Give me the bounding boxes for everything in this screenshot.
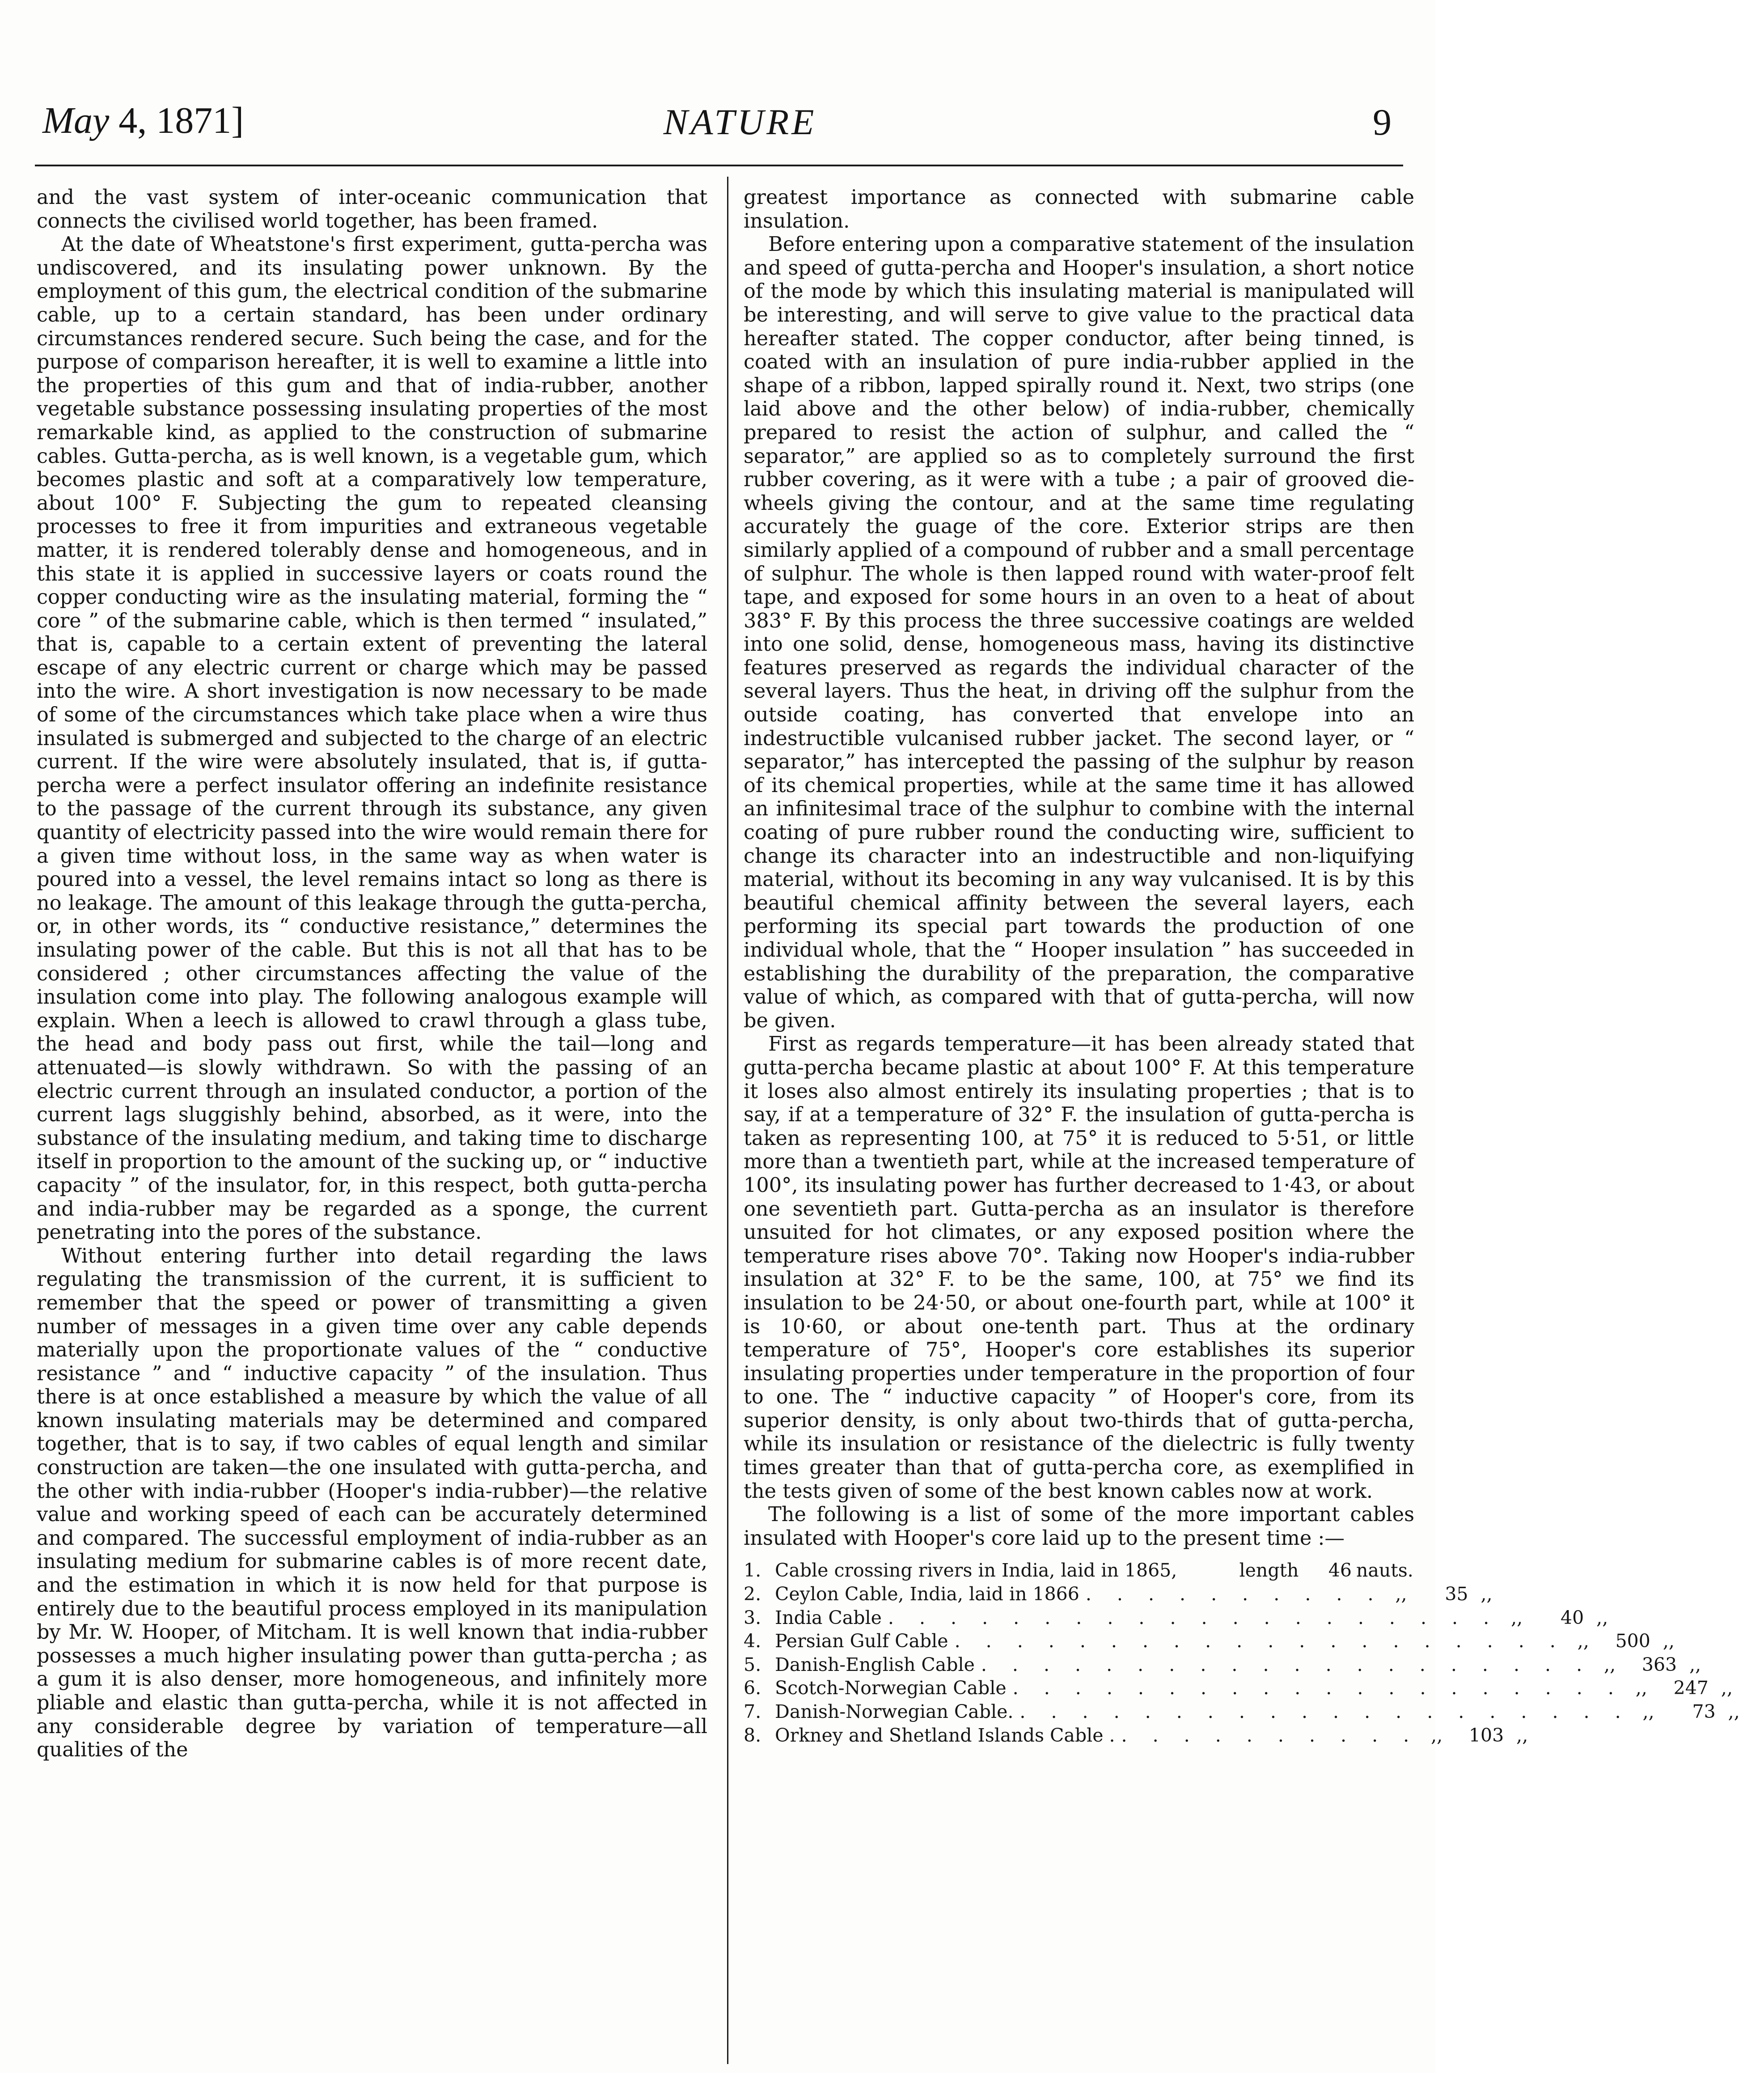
paragraph: greatest importance as connected with submarine cable insulation. [744, 186, 1414, 233]
cable-name: Danish-Norwegian Cable. [775, 1701, 1014, 1722]
cable-unit: nauts. [1356, 1560, 1413, 1581]
cable-length: 103 [1468, 1724, 1504, 1746]
issue-date-rest: 4, 1871] [109, 100, 244, 141]
cable-list-item [744, 1582, 1493, 1606]
paragraph: Without entering further into detail regarding the laws regulating the transmission of the current, it is sufficient to remember that the speed or power of transmitting a given number of messages in a given time over any cable depends materially upon the proportionate values of the “ conductive resistance ” and “ inductive capacity ” of the insulation. Thus there is at once established a measure by which the value of all known insulating materials may be determined and compared together, that is to say, if two cables of equal length and similar construction are taken—the one insulated with gutta-percha, and the other with india-rubber (Hooper's india-rubber)—the relative value and working speed of each can be accurately determined and compared. The successful employment of india-rubber as an insulating medium for submarine cables is of more recent date, and the estimation in which it is now held for that purpose is entirely due to the beautiful process employed in its manipulation by Mr. W. Hooper, of Mitcham. It is well known that india-rubber possesses a much higher insulating power than gutta-percha ; as a gum it is also denser, more homogeneous, and infinitely more pliable and elastic than gutta-percha, while it is not affected in any considerable degree by variation of temperature—all qualities of the [37, 1244, 707, 1762]
cable-list-item [744, 1559, 1414, 1582]
cable-length: 40 [1560, 1607, 1584, 1628]
cable-length: 363 [1641, 1653, 1677, 1675]
issue-date [42, 102, 244, 140]
ditto-mark: ,, [1642, 1701, 1654, 1722]
cable-number: 6. [744, 1677, 761, 1699]
cable-number: 2. [744, 1583, 761, 1605]
page-header [0, 0, 1435, 170]
leader-dots: . . . . . . . . . . . . . . . . . . . . [1012, 1677, 1624, 1699]
cable-list-item [744, 1653, 1701, 1677]
paragraph: First as regards temperature—it has been already stated that gutta-percha became plastic at about 100° F. At this temperature it loses also almost entirely its insulating properties ; that is to say, if at a temperature of 32° F. the insulation of gutta-percha is taken as representing 100, at 75° it is reduced to 5·51, or little more than a twentieth part, while at the increased temperature of 100°, its insulating power has further decreased to 1·43, or about one seventieth part. Gutta-percha as an insulator is therefore unsuited for hot climates, or any exposed position where the temperature rises above 70°. Taking now Hooper's india-rubber insulation at 32° F. to be the same, 100, at 75° we find its insulation to be 24·50, or about one-fourth part, while at 100° it is 10·60, or about one-tenth part. Thus at the ordinary temperature of 75°, Hooper's core establishes its superior insulating properties under temperature in the proportion of four to one. The “ inductive capacity ” of Hooper's core, from its superior density, is only about two-thirds that of gutta-percha, while its insulation or resistance of the dielectric is fully twenty times greater than that of gutta-percha core, as exemplified in the tests given of some of the best known cables now at work. [744, 1032, 1414, 1503]
cable-number: 3. [744, 1607, 761, 1628]
header-rule [35, 165, 1403, 166]
leader-dots: . . . . . . . . . . . . . . . . . . . . [888, 1607, 1499, 1628]
column-divider [727, 177, 728, 2064]
ditto-mark: ,, [1511, 1607, 1523, 1628]
issue-date-month: May [42, 100, 110, 141]
cable-list [744, 1559, 1740, 1747]
ditto-mark: ,, [1604, 1653, 1616, 1675]
cable-length: 500 [1615, 1630, 1650, 1652]
journal-title: NATURE [663, 102, 817, 142]
leader-dots: . . . . . . . . . . . . . . . . . . . . [981, 1653, 1592, 1675]
left-column [37, 186, 707, 2064]
paragraph: Before entering upon a comparative statement of the insulation and speed of gutta-percha and Hooper's insulation, a short notice of the mode by which this insulating material is manipulated will be interesting, and will serve to give value to the practical data hereafter stated. The copper conductor, after being tinned, is coated with an insulation of pure india-rubber applied in the shape of a ribbon, lapped spirally round it. Next, two strips (one laid above and the other below) of india-rubber, chemically prepared to resist the action of sulphur, and called the “ separator,” are applied so as to completely surround the first rubber covering, as it were with a tube ; a pair of grooved die-wheels giving the contour, and at the same time regulating accurately the guage of the core. Exterior strips are then similarly applied of a compound of rubber and a small percentage of sulphur. The whole is then lapped round with water-proof felt tape, and exposed for some hours in an oven to a heat of about 383° F. By this process the three successive coatings are welded into one solid, dense, homogeneous mass, having its distinctive features preserved as regards the individual character of the several layers. Thus the heat, in driving off the sulphur from the outside coating, has converted that envelope into an indestructible vulcanised rubber jacket. The second layer, or “ separator,” has intercepted the passing of the sulphur by reason of its chemical properties, while at the same time it has allowed an infinitesimal trace of the sulphur to combine with the internal coating of pure rubber round the conducting wire, sufficient to change its character into an indestructible and non-liquifying material, without its becoming in any way vulcanised. It is by this beautiful chemical affinity between the several layers, each performing its special part towards the production of one individual whole, that the “ Hooper insulation ” has succeeded in establishing the durability of the preparation, the comparative value of which, as compared with that of gutta-percha, will now be given. [744, 233, 1414, 1032]
cable-unit: ,, [1721, 1677, 1733, 1699]
cable-unit: ,, [1596, 1607, 1608, 1628]
cable-name: Cable crossing rivers in India, laid in 1865, [775, 1560, 1177, 1581]
cable-unit: ,, [1728, 1701, 1740, 1722]
paragraph: and the vast system of inter-oceanic communication that connects the civilised world together, has been framed. [37, 186, 707, 233]
cable-name: Orkney and Shetland Islands Cable . [775, 1724, 1115, 1746]
page-number: 9 [1373, 102, 1392, 143]
cable-length-label: length [1239, 1560, 1299, 1581]
cable-list-item [744, 1606, 1608, 1630]
cable-name: India Cable [775, 1607, 882, 1628]
cable-number: 5. [744, 1653, 761, 1675]
leader-dots: . . . . . . . . . . . . . . . . . . . . [954, 1630, 1565, 1652]
ditto-mark: ,, [1395, 1583, 1407, 1605]
ditto-mark: ,, [1635, 1677, 1647, 1699]
cable-list-item [744, 1700, 1740, 1724]
ditto-mark: ,, [1577, 1630, 1589, 1652]
cable-name: Ceylon Cable, India, laid in 1866 [775, 1583, 1079, 1605]
cable-unit: ,, [1662, 1630, 1675, 1652]
right-column [744, 186, 1740, 2064]
cable-length: 247 [1673, 1677, 1709, 1699]
paragraph: The following is a list of some of the more important cables insulated with Hooper's core laid up to the present time :— [744, 1503, 1414, 1550]
ditto-mark: ,, [1431, 1724, 1443, 1746]
cable-length: 73 [1692, 1701, 1716, 1722]
cable-number: 8. [744, 1724, 761, 1746]
cable-unit: ,, [1516, 1724, 1528, 1746]
leader-dots: . . . . . . . . . . . . . . . . . . . . [1019, 1701, 1631, 1722]
cable-list-item [744, 1724, 1528, 1747]
cable-name: Persian Gulf Cable [775, 1630, 948, 1652]
leader-dots: . . . . . . . . . . [1121, 1724, 1419, 1746]
cable-number: 4. [744, 1630, 761, 1652]
cable-list-item [744, 1676, 1733, 1700]
paragraph: At the date of Wheatstone's first experiment, gutta-percha was undiscovered, and its insulating power unknown. By the employment of this gum, the electrical condition of the submarine cable, up to a certain standard, has been under ordinary circumstances rendered secure. Such being the case, and for the purpose of comparison hereafter, it is well to examine a little into the properties of this gum and that of india-rubber, another vegetable substance possessing insulating properties of the most remarkable kind, as applied to the construction of submarine cables. Gutta-percha, as is well known, is a vegetable gum, which becomes plastic and soft at a comparatively low temperature, about 100° F. Subjecting the gum to repeated cleansing processes to free it from impurities and extraneous vegetable matter, it is rendered tolerably dense and homogeneous, and in this state it is applied in successive layers or coats round the copper conducting wire as the insulating material, forming the “ core ” of the submarine cable, which is then termed “ insulated,” that is, capable to a certain extent of preventing the lateral escape of any electric current or charge which may be passed into the wire. A short investigation is now necessary to be made of some of the circumstances which take place when a wire thus insulated is submerged and subjected to the charge of an electric current. If the wire were absolutely insulated, that is, if gutta-percha were a perfect insulator offering an indefinite resistance to the passage of the current through its substance, any given quantity of electricity passed into the wire would remain there for a given time without loss, in the same way as when water is poured into a vessel, the level remains intact so long as there is no leakage. The amount of this leakage through the gutta-percha, or, in other words, its “ conductive resistance,” determines the insulating power of the cable. But this is not all that has to be considered ; other circumstances affecting the value of the insulation come into play. The following analogous example will explain. When a leech is allowed to crawl through a glass tube, the head and body pass out first, while the tail—long and attenuated—is slowly withdrawn. So with the passing of an electric current through an insulated conductor, a portion of the current lags sluggishly behind, absorbed, as it were, into the substance of the insulating medium, and taking time to discharge itself in proportion to the amount of the sucking up, or “ inductive capacity ” of the insulator, for, in this respect, both gutta-percha and india-rubber may be regarded as a sponge, the current penetrating into the pores of the substance. [37, 233, 707, 1244]
cable-name: Scotch-Norwegian Cable [775, 1677, 1007, 1699]
cable-length: 46 [1328, 1560, 1352, 1581]
cable-unit: ,, [1689, 1653, 1701, 1675]
cable-number: 7. [744, 1701, 761, 1722]
cable-number: 1. [744, 1560, 761, 1581]
cable-list-item [744, 1629, 1675, 1653]
cable-unit: ,, [1481, 1583, 1493, 1605]
cable-name: Danish-English Cable [775, 1653, 975, 1675]
leader-dots: . . . . . . . . . . [1085, 1583, 1383, 1605]
cable-length: 35 [1445, 1583, 1468, 1605]
